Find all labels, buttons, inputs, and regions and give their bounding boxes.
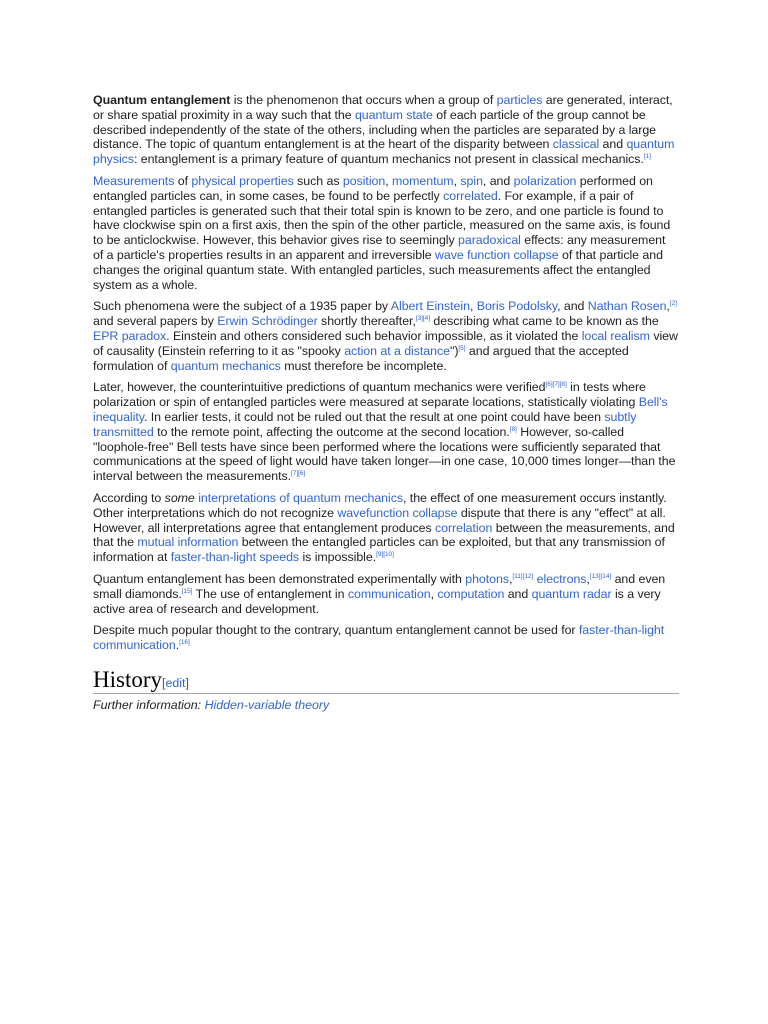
- wiki-link[interactable]: action at a distance: [344, 343, 450, 358]
- text-run: Despite much popular thought to the contrary, quantum entanglement cannot be used for: [93, 623, 579, 638]
- text-run: , the effect of one measurement occurs instantly. Other interpretations which do not recognize: [93, 490, 667, 520]
- wiki-link[interactable]: physical properties: [191, 173, 294, 188]
- wiki-link[interactable]: Nathan Rosen: [587, 299, 667, 314]
- wiki-link[interactable]: correlated: [443, 188, 498, 203]
- text-run: . For example, if a pair of entangled particles is generated such that their total spin is known to be zero, and one particle is found to have clockwise spin on a first axis, then the spin of the other particle, measured on the same axis, is found to be anticlockwise. However, this behavior gives rise to seemingly: [93, 188, 671, 248]
- text-run: The use of entanglement in: [192, 586, 348, 601]
- wiki-link[interactable]: Measurements: [93, 173, 175, 188]
- text-run: to the remote point, affecting the outcome at the second location.: [153, 424, 510, 439]
- citation-group: [291, 470, 305, 477]
- text-run: Such phenomena were the subject of a 1935 paper by: [93, 299, 391, 314]
- wiki-link[interactable]: classical: [552, 137, 600, 152]
- text-run: are generated, interact, or share spatial proximity in a way such that the: [93, 93, 673, 122]
- text-run: . Einstein and others considered such behavior impossible, as it violated the: [166, 328, 582, 343]
- text-run: in tests where polarization or spin of entangled particles were measured at separate locations, statistically violating: [93, 380, 646, 410]
- citation-link[interactable]: [11]: [512, 572, 523, 580]
- article-body: [93, 93, 679, 713]
- text-run: Later, however, the counterintuitive predictions of quantum mechanics were verified: [93, 380, 546, 395]
- wiki-link[interactable]: interpretations of quantum mechanics: [198, 490, 404, 505]
- text-run: and: [599, 137, 627, 152]
- wiki-link[interactable]: polarization: [513, 173, 577, 188]
- citation-link[interactable]: [8]: [559, 381, 567, 389]
- wiki-link[interactable]: correlation: [434, 520, 493, 535]
- wiki-link[interactable]: Erwin Schrödinger: [217, 314, 318, 329]
- wiki-link[interactable]: paradoxical: [458, 233, 521, 248]
- text-run: However, so-called "loophole-free" Bell tests have since been performed where the locations were sufficiently separated that communications at the speed of light would have taken longer—in one case, 10,000 times longer—than the interval between the measurements.: [93, 424, 676, 484]
- citation-group: [376, 551, 394, 558]
- text-run: ,: [453, 173, 461, 188]
- text-run: between the measurements, and that the: [93, 520, 675, 550]
- wiki-link[interactable]: photons: [465, 571, 509, 586]
- further-link[interactable]: Hidden-variable theory: [204, 697, 330, 712]
- citation-group: [182, 588, 193, 595]
- citation-link[interactable]: [6]: [545, 381, 553, 389]
- wiki-link[interactable]: faster-than-light communication: [93, 623, 665, 653]
- paragraph-interpretations: [93, 491, 679, 565]
- wiki-link[interactable]: quantum mechanics: [170, 358, 281, 373]
- wiki-link[interactable]: particles: [496, 93, 543, 107]
- citation-group: [458, 345, 465, 352]
- wiki-link[interactable]: mutual information: [137, 535, 239, 550]
- text-run: ,: [666, 299, 670, 314]
- citation-group: [512, 573, 533, 580]
- wiki-link[interactable]: communication: [347, 586, 431, 601]
- text-run: view of causality (Einstein referring to it as "spooky: [93, 328, 678, 358]
- text-run: describing what came to be known as the: [430, 314, 659, 329]
- citation-link[interactable]: [12]: [522, 572, 534, 580]
- paragraph-demonstrated: [93, 572, 679, 616]
- citation-link[interactable]: [15]: [181, 587, 193, 595]
- wiki-link[interactable]: subtly transmitted: [93, 409, 637, 439]
- wiki-link[interactable]: quantum state: [354, 107, 433, 122]
- wiki-link[interactable]: quantum physics: [93, 137, 675, 167]
- wiki-link[interactable]: Bell's inequality: [93, 395, 668, 424]
- text-run: According to: [93, 490, 165, 505]
- text-run: performed on entangled particles can, in some cases, be found to be perfectly: [93, 173, 653, 203]
- text-run: ,: [385, 173, 392, 188]
- text-run: ,: [430, 586, 438, 601]
- wiki-link[interactable]: Albert Einstein: [390, 299, 470, 314]
- citation-link[interactable]: [16]: [179, 639, 190, 647]
- citation-group: [416, 315, 430, 322]
- text-run: such as: [293, 173, 343, 188]
- text-run: and argued that the accepted formulation of: [93, 343, 629, 373]
- text-run: of that particle and changes the original quantum state. With entangled particles, such measurements affect the entangled system as a whole.: [93, 247, 663, 292]
- citation-link[interactable]: [7]: [552, 381, 560, 389]
- text-run: between the entangled particles can be exploited, but that any transmission of information at: [93, 535, 665, 565]
- text-run: of each particle of the group cannot be described independently of the state of the others, including when the particles are separated by a large distance. The topic of quantum entanglement is at the heart of the disparity between: [93, 107, 657, 152]
- bold-term: Quantum entanglement: [93, 93, 231, 107]
- citation-group: [179, 639, 190, 646]
- citation-link[interactable]: [3]: [415, 315, 423, 323]
- wiki-link[interactable]: local realism: [581, 328, 650, 343]
- text-run: , and: [482, 173, 514, 188]
- italic-term: some: [164, 490, 195, 505]
- text-run: effects: any measurement of a particle's properties results in an apparent and irreversible: [93, 233, 666, 262]
- edit-link[interactable]: edit: [165, 675, 186, 690]
- citation-link[interactable]: [9]: [376, 551, 384, 559]
- wiki-link[interactable]: momentum: [392, 173, 454, 188]
- citation-group: [510, 426, 517, 433]
- wiki-link[interactable]: quantum radar: [531, 586, 612, 601]
- text-run: . In earlier tests, it could not be ruled out that the result at one point could have been: [143, 409, 605, 424]
- further-label: Further information:: [93, 697, 205, 712]
- text-run: and even small diamonds.: [93, 571, 666, 601]
- edit-bracket-close: ]: [185, 675, 189, 690]
- text-run: dispute that there is any "effect" at all. However, all interpretations agree that entanglement produces: [93, 505, 666, 535]
- citation-link[interactable]: [13]: [589, 572, 601, 580]
- wiki-link[interactable]: electrons: [536, 571, 587, 586]
- text-run: "): [449, 343, 459, 358]
- text-run: is the phenomenon that occurs when a group of: [230, 93, 497, 107]
- further-information: [93, 698, 679, 713]
- edit-section: [162, 676, 189, 690]
- wiki-link[interactable]: spin: [460, 173, 483, 188]
- text-run: must therefore be incomplete.: [280, 358, 447, 373]
- section-title: History: [93, 666, 162, 692]
- text-run: and: [504, 586, 532, 601]
- wiki-link[interactable]: faster-than-light speeds: [170, 550, 300, 565]
- wiki-link[interactable]: position: [342, 173, 386, 188]
- text-run: ,: [586, 571, 590, 586]
- text-run: : entanglement is a primary feature of quantum mechanics not present in classical mechanics.: [133, 152, 644, 167]
- text-run: shortly thereafter,: [317, 314, 416, 329]
- paragraph-despite: [93, 623, 679, 653]
- wiki-link[interactable]: wave function collapse: [435, 247, 559, 262]
- citation-link[interactable]: [8]: [509, 425, 517, 433]
- section-heading-history: [93, 667, 679, 694]
- citation-group: [590, 573, 611, 580]
- text-run: .: [175, 638, 180, 653]
- text-run: ,: [469, 299, 477, 314]
- citation-group: [644, 153, 651, 160]
- text-run: Quantum entanglement has been demonstrated experimentally with: [93, 571, 466, 586]
- text-run: ,: [508, 571, 513, 586]
- citation-group: [670, 300, 677, 307]
- citation-link[interactable]: [4]: [422, 315, 430, 323]
- citation-link[interactable]: [7]: [291, 470, 299, 478]
- text-run: and several papers by: [93, 314, 218, 329]
- paragraph-intro: [93, 93, 679, 167]
- wiki-link[interactable]: computation: [437, 586, 505, 601]
- citation-link[interactable]: [5]: [458, 344, 466, 352]
- citation-link[interactable]: [2]: [669, 300, 677, 308]
- citation-group: [546, 381, 567, 388]
- paragraph-epr: [93, 299, 679, 373]
- paragraph-later: [93, 380, 679, 484]
- wiki-link[interactable]: wavefunction collapse: [337, 505, 458, 520]
- wiki-link[interactable]: Boris Podolsky: [476, 299, 558, 314]
- text-run: is a very active area of research and development.: [93, 586, 661, 616]
- wiki-link[interactable]: EPR paradox: [93, 328, 167, 343]
- text-run: , and: [557, 299, 588, 314]
- citation-link[interactable]: [1]: [643, 153, 651, 161]
- citation-link[interactable]: [14]: [600, 572, 612, 580]
- text-run: of: [174, 173, 192, 188]
- text-run: is impossible.: [299, 550, 377, 565]
- citation-link[interactable]: [10]: [383, 551, 394, 559]
- paragraph-measurements: [93, 174, 679, 292]
- edit-bracket-open: [: [162, 675, 166, 690]
- citation-link[interactable]: [6]: [298, 470, 306, 478]
